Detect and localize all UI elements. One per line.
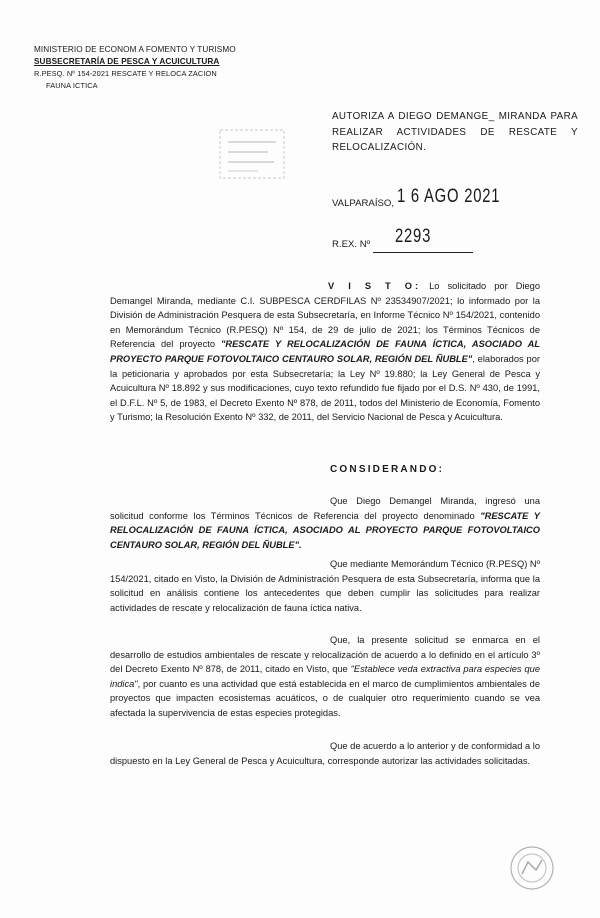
considerando-3-text-end: , por cuanto es una actividad que está establecida en el marco de cumplimientos ambientales de proyectos que impacten ecosistemas acuáticos, o de cualquier otro requerimiento cuando se vea afectada la supervivencia de estas especies protegidas. (110, 678, 540, 718)
ministry-name: MINISTERIO DE ECONOM A FOMENTO Y TURISMO (34, 45, 236, 54)
considerando-3-quote: "Establece veda extractiva para especies que indica" (110, 664, 540, 689)
faded-stamp-icon (218, 128, 286, 180)
visto-label: V I S T O: (328, 281, 422, 291)
considerando-3 (110, 633, 540, 721)
considerando-4 (110, 739, 540, 768)
considerando-1-text: Que Diego Demangel Miranda, ingresó una solicitud conforme los Términos Técnicos de Referencia del proyecto denominado (110, 496, 540, 521)
considerando-3-text: Que, la presente solicitud se enmarca en el desarrollo de estudios ambientales de rescate y relocalización de acuerdo a lo definido en el artículo 3º del Decreto Exento Nº 878, de 2011, citado en Visto, que (110, 635, 540, 675)
issuer-header (34, 44, 294, 92)
corner-seal-icon (508, 844, 556, 892)
issue-date: 1 6 AGO 2021 (397, 186, 501, 207)
considerando-heading: CONSIDERANDO: (330, 464, 445, 475)
resolution-number: 2293 (395, 226, 432, 247)
file-reference: R.PESQ. Nº 154-2021 RESCATE Y RELOCA ZACION (34, 69, 217, 78)
considerando-4-text: Que de acuerdo a lo anterior y de conformidad a lo dispuesto en la Ley General de Pesca y Acuicultura, corresponde autorizar las actividades solicitadas. (110, 741, 540, 766)
visto-section (110, 279, 540, 425)
subsecretariat-name: SUBSECRETARÍA DE PESCA Y ACUICULTURA (34, 57, 220, 66)
issue-place: VALPARAÍSO, (332, 198, 395, 209)
file-reference-cont: FAUNA ICTICA (46, 81, 98, 90)
visto-text-2: , elaborados por la peticionaria y aprobados por esta Subsecretaría; la Ley Nº 19.880; la Ley General de Pesca y Acuicultura Nº 18.892 y sus modificaciones, cuyo texto refundido fue fijado por el D.S. Nº 430, de 1991, el D.F.L. Nº 5, de 1983, el Decreto Exento Nº 878, de 2011, todos del Ministerio de Economía, Fomento y Turismo; la Resolución Exento Nº 332, de 2011, del Servicio Nacional de Pesca y Acuicultura. (110, 353, 540, 423)
considerando-1-project: "RESCATE Y RELOCALIZACIÓN DE FAUNA ÍCTICA, ASOCIADO AL PROYECTO PARQUE FOTOVOLTAICO CENTAURO SOLAR, REGIÓN DEL ÑUBLE". (110, 510, 540, 550)
visto-project-name: "RESCATE Y RELOCALIZACIÓN DE FAUNA ÍCTICA, ASOCIADO AL PROYECTO PARQUE FOTOVOLTAICO CENTAURO SOLAR, REGIÓN DEL ÑUBLE" (110, 339, 540, 364)
resolution-label: R.EX. Nº (332, 239, 371, 250)
resolution-subject: AUTORIZA A DIEGO DEMANGE_ MIRANDA PARA REALIZAR ACTIVIDADES DE RESCATE Y RELOCALIZACIÓN. (332, 111, 578, 153)
considerando-1 (110, 494, 540, 552)
visto-text-1: Lo solicitado por Diego Demangel Miranda, mediante C.I. SUBPESCA CERDFILAS Nº 23534907/2021; lo informado por la División de Administración Pesquera de esta Subsecretaría, en Informe Técnico Nº 154/2021, contenido en Memorándum Técnico (R.PESQ) Nº 154, de 29 de julio de 2021; los Términos Técnicos de Referencia del proyecto (110, 281, 540, 350)
considerando-2 (110, 557, 540, 615)
considerando-2-text: Que mediante Memorándum Técnico (R.PESQ) Nº 154/2021, citado en Visto, la División de Administración Pesquera de esta Subsecretaría, informa que la solicitud en análisis contiene los antecedentes que deben cumplir las solicitudes para realizar actividades de rescate y relocalización de fauna íctica nativa. (110, 559, 540, 613)
